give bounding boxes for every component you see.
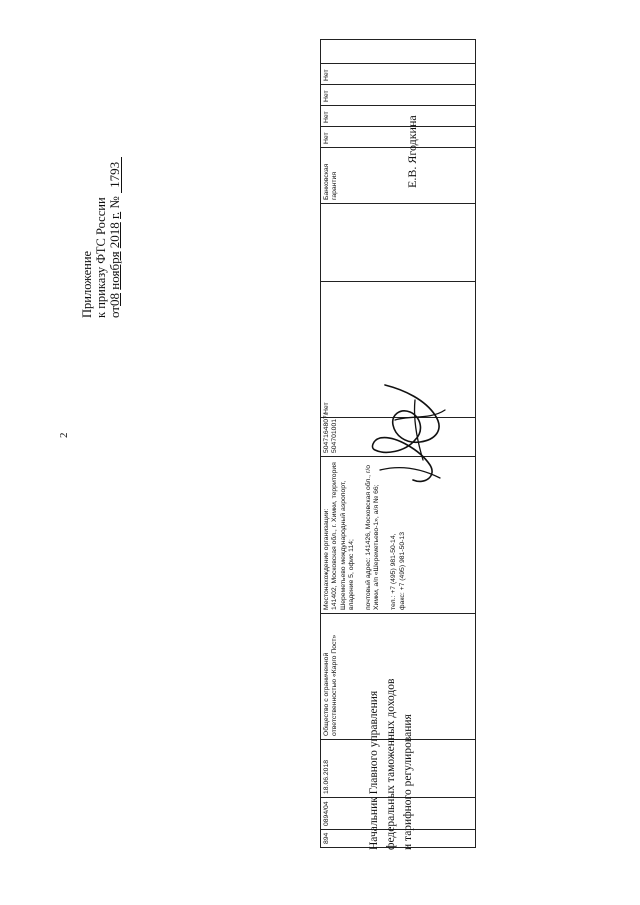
appendix-title: Приложение xyxy=(80,250,94,318)
order-day: 08 xyxy=(107,292,122,306)
cell-col13: Нет xyxy=(321,64,476,85)
order-year: 2018 xyxy=(107,222,122,249)
cell-col8 xyxy=(321,204,476,282)
cell-org-name: Общество с ограниченной ответственностью «Карго Пост» xyxy=(321,614,476,740)
signatory-title: Начальник Главного управления федеральных таможенных доходов и тарифного регулирования xyxy=(368,678,414,850)
cell-guarantee: Банковская гарантия xyxy=(321,148,476,204)
appendix-header xyxy=(80,18,140,318)
order-month: ноября xyxy=(107,251,122,290)
page-number: 2 xyxy=(58,432,70,438)
handwritten-signature xyxy=(365,380,455,490)
cell-col10: Нет xyxy=(321,127,476,148)
cell-reg-number: 0894/04 xyxy=(321,798,476,830)
cell-location: Местонахождение организации: 141402, Московская обл., г. Химки, территория Шереметьево международный аэропорт, владение 5, офис 114; почтовый адрес: 141426, Московская обл., г/о Химки, а/п «Шереметьево-1», а/я № 66; тел.: +7 (495) 981-50-14, факс: +7 (495) 981-50-13 xyxy=(321,457,476,614)
appendix-date-line: от08 ноября 2018 г. № 1793 xyxy=(108,18,122,318)
order-number: 1793 xyxy=(108,157,122,193)
cell-col11: Нет xyxy=(321,106,476,127)
cell-col14 xyxy=(321,40,476,64)
cell-col12: Нет xyxy=(321,85,476,106)
cell-col7: Нет xyxy=(321,282,476,418)
appendix-order-ref: к приказу ФТС России xyxy=(94,197,108,318)
cell-number: 894 xyxy=(321,830,476,848)
cell-date: 18.06.2018 xyxy=(321,740,476,798)
signatory-name: Е.В. Ягодкина xyxy=(405,115,419,188)
cell-inn-kpp: 5047164807/ 504701001 xyxy=(321,418,476,457)
